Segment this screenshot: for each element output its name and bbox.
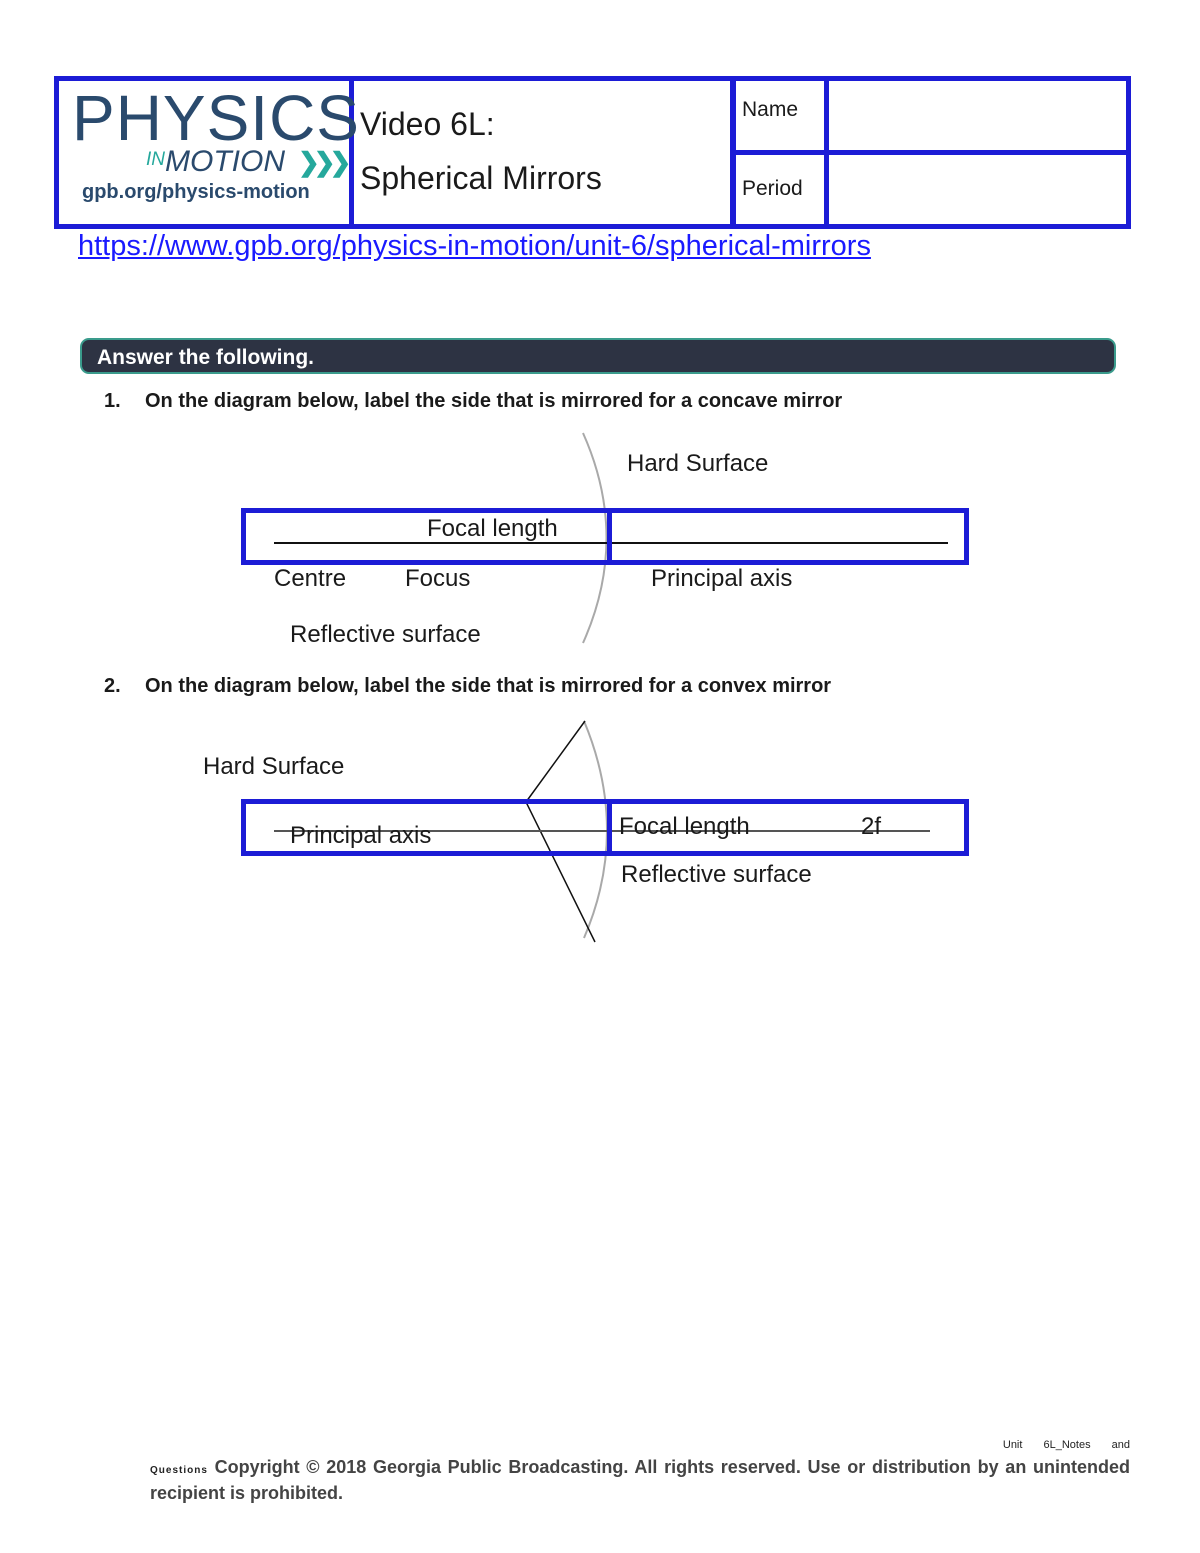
q2-label-2f[interactable]: 2f (861, 813, 882, 840)
logo-motion-text: MOTION (165, 145, 285, 178)
video-link[interactable]: https://www.gpb.org/physics-in-motion/unit-6/spherical-mirrors (78, 230, 871, 262)
video-title: Video 6L: (360, 106, 495, 142)
period-label: Period (742, 177, 803, 200)
question-1-text: On the diagram below, label the side that is mirrored for a concave mirror (145, 390, 843, 412)
logo-url-text: gpb.org/physics-motion (82, 181, 310, 203)
logo-physics-text: PHYSICS (72, 82, 360, 154)
q2-label-hard-surface[interactable]: Hard Surface (203, 753, 345, 780)
period-field[interactable] (824, 150, 1131, 229)
question-2-text: On the diagram below, label the side that is mirrored for a convex mirror (145, 675, 832, 697)
q2-label-reflective-surface[interactable]: Reflective surface (621, 861, 812, 888)
video-subtitle: Spherical Mirrors (360, 160, 602, 196)
name-field[interactable] (824, 76, 1131, 155)
copyright-text: Copyright © 2018 Georgia Public Broadcasting. All rights reserved. Use or distribution by an unintended recipient is prohibited. (150, 1457, 1130, 1503)
q1-label-reflective-surface[interactable]: Reflective surface (290, 621, 481, 648)
banner-text: Answer the following. (97, 346, 315, 369)
question-1-number: 1. (104, 390, 121, 412)
q2-label-focal-length[interactable]: Focal length (619, 813, 750, 840)
q1-label-hard-surface[interactable]: Hard Surface (627, 450, 769, 477)
question-2-number: 2. (104, 675, 121, 697)
q1-label-principal-axis[interactable]: Principal axis (651, 565, 793, 592)
q1-label-centre[interactable]: Centre (274, 565, 347, 592)
copyright-notice (150, 1456, 1130, 1505)
name-label: Name (742, 98, 799, 121)
logo-in-text: IN (146, 149, 165, 170)
chevron-arrows-icon: ❯❯❯ (298, 147, 346, 177)
title-cell (349, 76, 736, 229)
footer-questions-word: Questions (150, 1465, 208, 1476)
section-banner (80, 338, 1116, 374)
q1-label-focal-length[interactable]: Focal length (427, 515, 558, 542)
q2-label-principal-axis[interactable]: Principal axis (290, 822, 432, 849)
answer-box-1-right[interactable] (607, 508, 969, 565)
q1-label-focus[interactable]: Focus (405, 565, 471, 592)
logo-inmotion-text (146, 147, 285, 177)
unit-reference: Unit 6L_Notes and (1002, 1439, 1130, 1451)
